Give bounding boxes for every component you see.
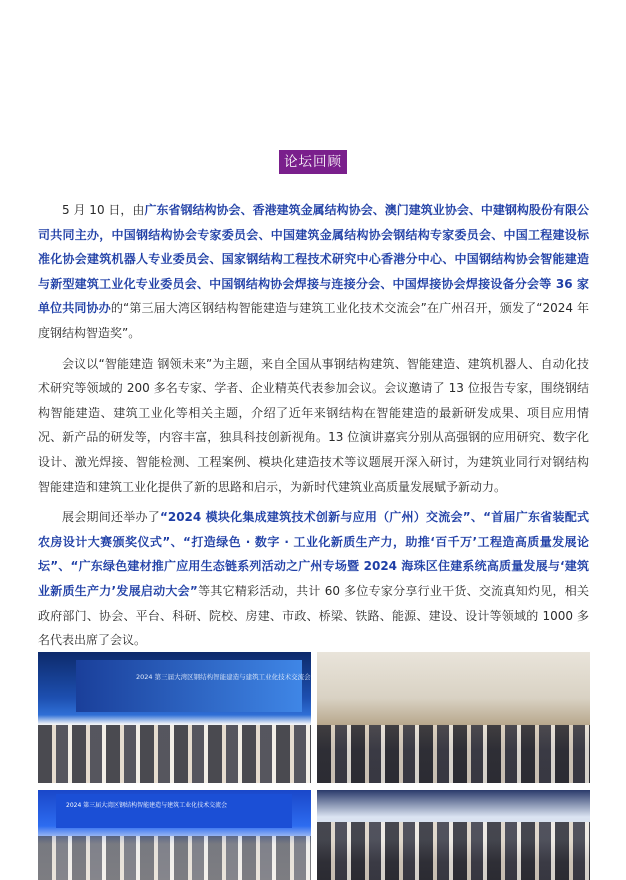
audience-rows <box>317 725 590 783</box>
photo-exhibition-stage <box>317 790 590 880</box>
p3-highlight: “2024 模块化集成建筑技术创新与应用（广州）交流会”、“首届广东省装配式农房设计大赛颁奖仪式”、“打造绿色 · 数字 · 工业化新质生产力，助推‘百千万’工程造高质量发展论坛”、“广东绿色建材推广应用生态链系列活动之广州专场暨 2024 海珠区住建系统高质量发展与‘建筑业新质生产力’发展启动大会” <box>38 510 589 598</box>
p1-highlight: 广东省钢结构协会、香港建筑金属结构协会、澳门建筑业协会、中建钢构股份有限公司共同主办，中国钢结构协会专家委员会、中国建筑金属结构协会钢结构专家委员会、中国工程建设标准化协会建筑机器人专业委员会、国家钢结构工程技术研究中心香港分中心、中国钢结构协会智能建造与新型建筑工业化专业委员会、中国钢结构协会焊接与连接分会、中国焊接协会焊接设备分会等 36 家单位共同协办 <box>38 203 589 316</box>
p1-text-end: 的“第三届大湾区钢结构智能建造与建筑工业化技术交流会”在广州召开，颁发了“2024 年度钢结构智造奖”。 <box>38 301 589 340</box>
photo-award-group <box>38 790 311 880</box>
photo-audience-seated <box>317 652 590 783</box>
section-title: 论坛回顾 <box>279 150 347 174</box>
award-banner-text: 2024 第三届大湾区钢结构智能建造与建筑工业化技术交流会 <box>66 802 228 809</box>
photo-conference-hall <box>38 652 311 783</box>
p1-text-start: 5 月 10 日，由 <box>62 203 145 217</box>
award-winners <box>38 836 311 880</box>
stage-screen-text: 2024 第三届大湾区钢结构智能建造与建筑工业化技术交流会 <box>136 673 311 681</box>
exhibition-audience <box>317 822 590 880</box>
award-banner <box>56 794 292 828</box>
audience <box>38 725 311 783</box>
article-body <box>38 198 589 659</box>
stage-screen <box>76 660 311 712</box>
paragraph-2: 会议以“智能建造 钢领未来”为主题，来自全国从事钢结构建筑、智能建造、建筑机器人、自动化技术研究等领域的 200 多名专家、学者、企业精英代表参加会议。会议邀请了 13 位报告专家，围绕钢结构智能建造、建筑工业化等相关主题，介绍了近年来钢结构在智能建造的最新研发成果、项目应用情况、新产品的研发等，内容丰富，独具科技创新视角。13 位演讲嘉宾分别从高强钢的应用研究、数字化设计、激光焊接、智能检测、工程案例、模块化建造技术等议题展开深入研讨，为建筑业同行对钢结构智能建造和建筑工业化提供了新的思路和启示，为新时代建筑业高质量发展赋予新动力。 <box>38 356 589 494</box>
paragraph-3 <box>38 505 589 653</box>
p3-text-start: 展会期间还举办了 <box>62 510 160 525</box>
p3-text-end: 等其它精彩活动，共计 60 多位专家分享行业干货、交流真知灼见，相关政府部门、协会、平台、科研、院校、房建、市政、桥梁、铁路、能源、建设、设计等领域的 1000 多名代表出席了会议。 <box>38 583 589 648</box>
paragraph-1 <box>38 198 589 346</box>
